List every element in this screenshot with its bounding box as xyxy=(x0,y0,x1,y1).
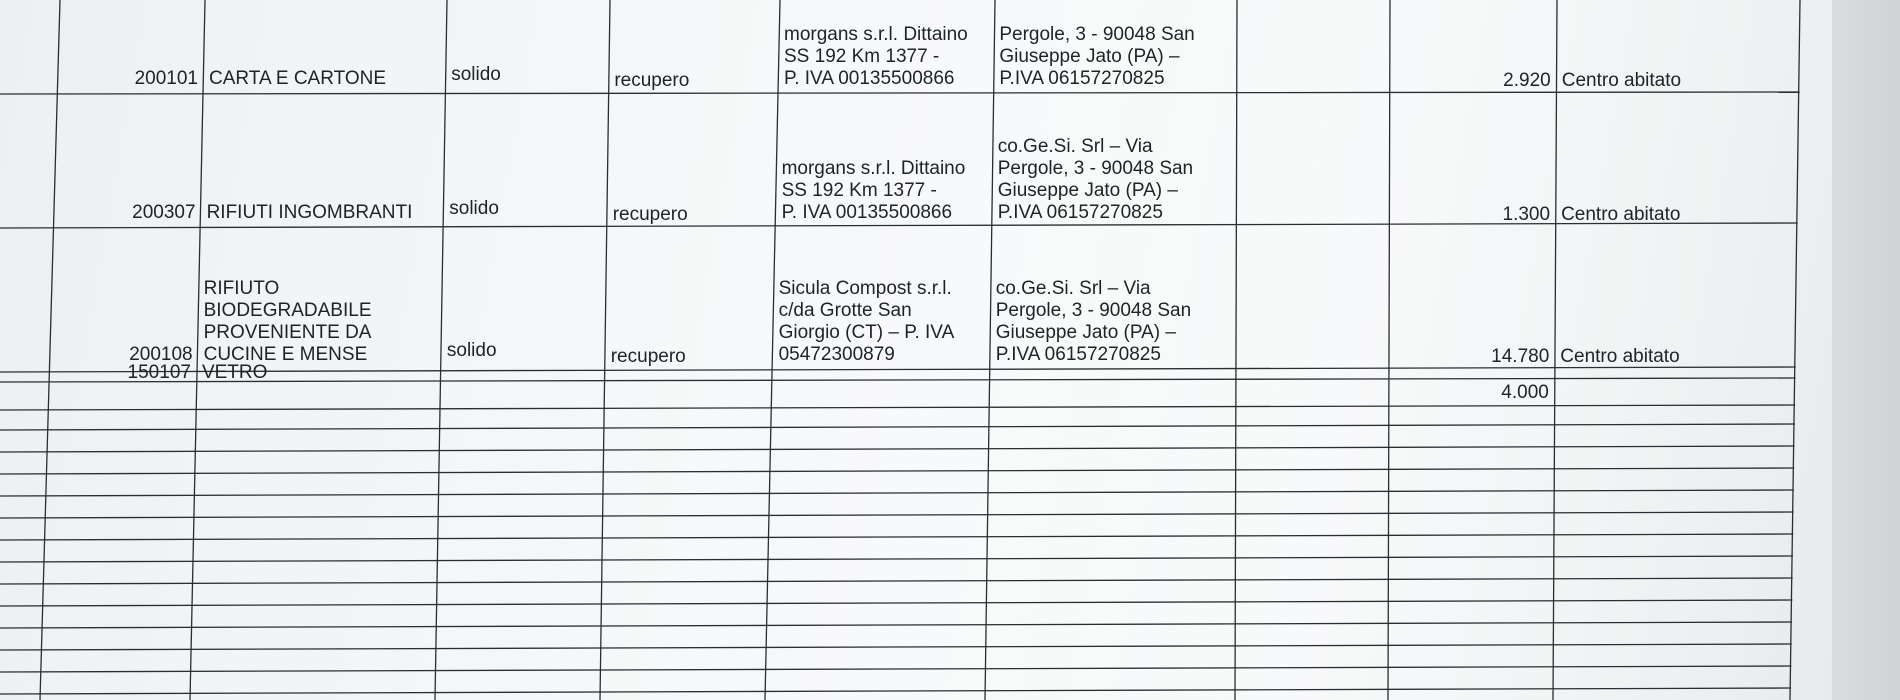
cell-quantity xyxy=(1395,94,1551,226)
cell-transporter-line: Giorgio (CT) – P. IVA xyxy=(778,322,955,343)
cell-description-line: PROVENIENTE DA xyxy=(203,322,372,343)
cell-transporter-line: SS 192 Km 1377 - xyxy=(784,46,940,67)
cell-transporter-line: SS 192 Km 1377 - xyxy=(781,180,937,201)
cell-origin-line: Centro abitato xyxy=(1561,204,1681,225)
cell-destination-line: Pergole, 3 - 90048 San xyxy=(995,300,1192,321)
cell-destination-line: co.Ge.Si. Srl – Via xyxy=(997,136,1153,157)
cell-code-line: 150107 xyxy=(127,362,191,383)
cell-description-line: VETRO xyxy=(201,362,268,383)
cell-destination-line: Giuseppe Jato (PA) – xyxy=(995,322,1176,343)
cell-operation-line: recupero xyxy=(612,204,688,225)
cell-state xyxy=(449,94,601,220)
grid-hline xyxy=(0,556,1793,562)
cell-code xyxy=(54,362,191,383)
cell-destination-line: Giuseppe Jato (PA) – xyxy=(999,46,1180,67)
cell-code xyxy=(64,0,198,90)
grid-vline xyxy=(1388,0,1390,700)
cell-destination-line: Pergole, 3 - 90048 San xyxy=(997,158,1194,179)
cell-destination-line: P.IVA 06157270825 xyxy=(997,202,1163,223)
page-edge xyxy=(1832,0,1900,700)
cell-state-line: solido xyxy=(451,64,501,85)
cell-destination-line: P.IVA 06157270825 xyxy=(999,68,1165,89)
cell-destination xyxy=(999,0,1231,90)
cell-destination-line: Pergole, 3 - 90048 San xyxy=(999,24,1195,45)
cell-quantity xyxy=(1394,228,1549,368)
cell-quantity-line: 1.300 xyxy=(1502,204,1551,225)
cell-origin-line: Centro abitato xyxy=(1560,346,1680,367)
grid-hline xyxy=(0,600,1792,606)
cell-quantity-line: 14.780 xyxy=(1491,346,1550,367)
cell-transporter-line: morgans s.r.l. Dittaino xyxy=(781,158,966,179)
cell-origin xyxy=(1560,228,1789,368)
cell-transporter-line: morgans s.r.l. Dittaino xyxy=(784,24,968,45)
grid-hline xyxy=(0,446,1795,452)
cell-transporter xyxy=(784,0,988,90)
cell-description-line: CARTA E CARTONE xyxy=(209,68,387,89)
cell-origin xyxy=(1561,94,1792,226)
grid-hline xyxy=(0,424,1795,430)
cell-code-line: 200108 xyxy=(129,344,193,365)
cell-operation-line: recupero xyxy=(614,70,690,91)
grid-vline xyxy=(1235,0,1237,700)
cell-destination xyxy=(996,228,1230,366)
cell-quantity xyxy=(1395,0,1551,92)
cell-state-line: solido xyxy=(449,198,499,219)
grid-vline xyxy=(1553,0,1557,700)
cell-code-line: 200307 xyxy=(132,202,196,223)
grid-hline xyxy=(0,688,1791,694)
grid-hline xyxy=(0,644,1792,650)
cell-destination-line: co.Ge.Si. Srl – Via xyxy=(995,278,1151,299)
cell-quantity-line: 4.000 xyxy=(1501,382,1549,403)
cell-description xyxy=(207,94,439,224)
grid-hline xyxy=(0,512,1794,518)
grid-hline xyxy=(0,622,1792,628)
cell-description-line: RIFIUTI INGOMBRANTI xyxy=(206,202,413,223)
cell-operation xyxy=(613,94,771,226)
cell-code-line: 200101 xyxy=(134,68,198,89)
cell-state xyxy=(447,228,600,362)
cell-operation-line: recupero xyxy=(610,346,686,367)
cell-operation xyxy=(611,228,768,368)
cell-transporter-line: P. IVA 00135500866 xyxy=(781,202,953,223)
cell-description-line: BIODEGRADABILE xyxy=(203,300,372,321)
cell-quantity xyxy=(1394,382,1549,403)
cell-transporter xyxy=(782,94,987,224)
grid-hline xyxy=(0,666,1791,672)
cell-quantity-line: 2.920 xyxy=(1503,70,1551,91)
cell-origin xyxy=(1562,0,1794,92)
grid-hline xyxy=(0,578,1793,584)
cell-code xyxy=(56,228,192,366)
cell-transporter-line: 05472300879 xyxy=(778,344,895,365)
cell-origin-line: Centro abitato xyxy=(1561,70,1682,91)
grid-hline xyxy=(0,534,1793,540)
cell-operation xyxy=(614,0,773,92)
cell-destination-line: P.IVA 06157270825 xyxy=(995,344,1161,365)
grid-hline xyxy=(0,405,1795,410)
cell-destination-line: Giuseppe Jato (PA) – xyxy=(997,180,1178,201)
cell-transporter-line: P. IVA 00135500866 xyxy=(784,68,955,89)
cell-transporter-line: c/da Grotte San xyxy=(778,300,912,321)
grid-hline xyxy=(0,490,1794,496)
cell-description xyxy=(209,0,440,90)
cell-state-line: solido xyxy=(446,340,497,361)
cell-description-line: CUCINE E MENSE xyxy=(203,344,368,365)
cell-destination xyxy=(998,94,1231,224)
grid-hline xyxy=(0,468,1794,474)
cell-transporter-line: Sicula Compost s.r.l. xyxy=(778,278,952,299)
cell-description xyxy=(204,228,436,366)
cell-description xyxy=(201,362,435,383)
cell-transporter xyxy=(779,228,985,366)
cell-state xyxy=(451,0,603,86)
cell-description-line: RIFIUTO xyxy=(203,278,280,299)
cell-code xyxy=(60,94,195,224)
